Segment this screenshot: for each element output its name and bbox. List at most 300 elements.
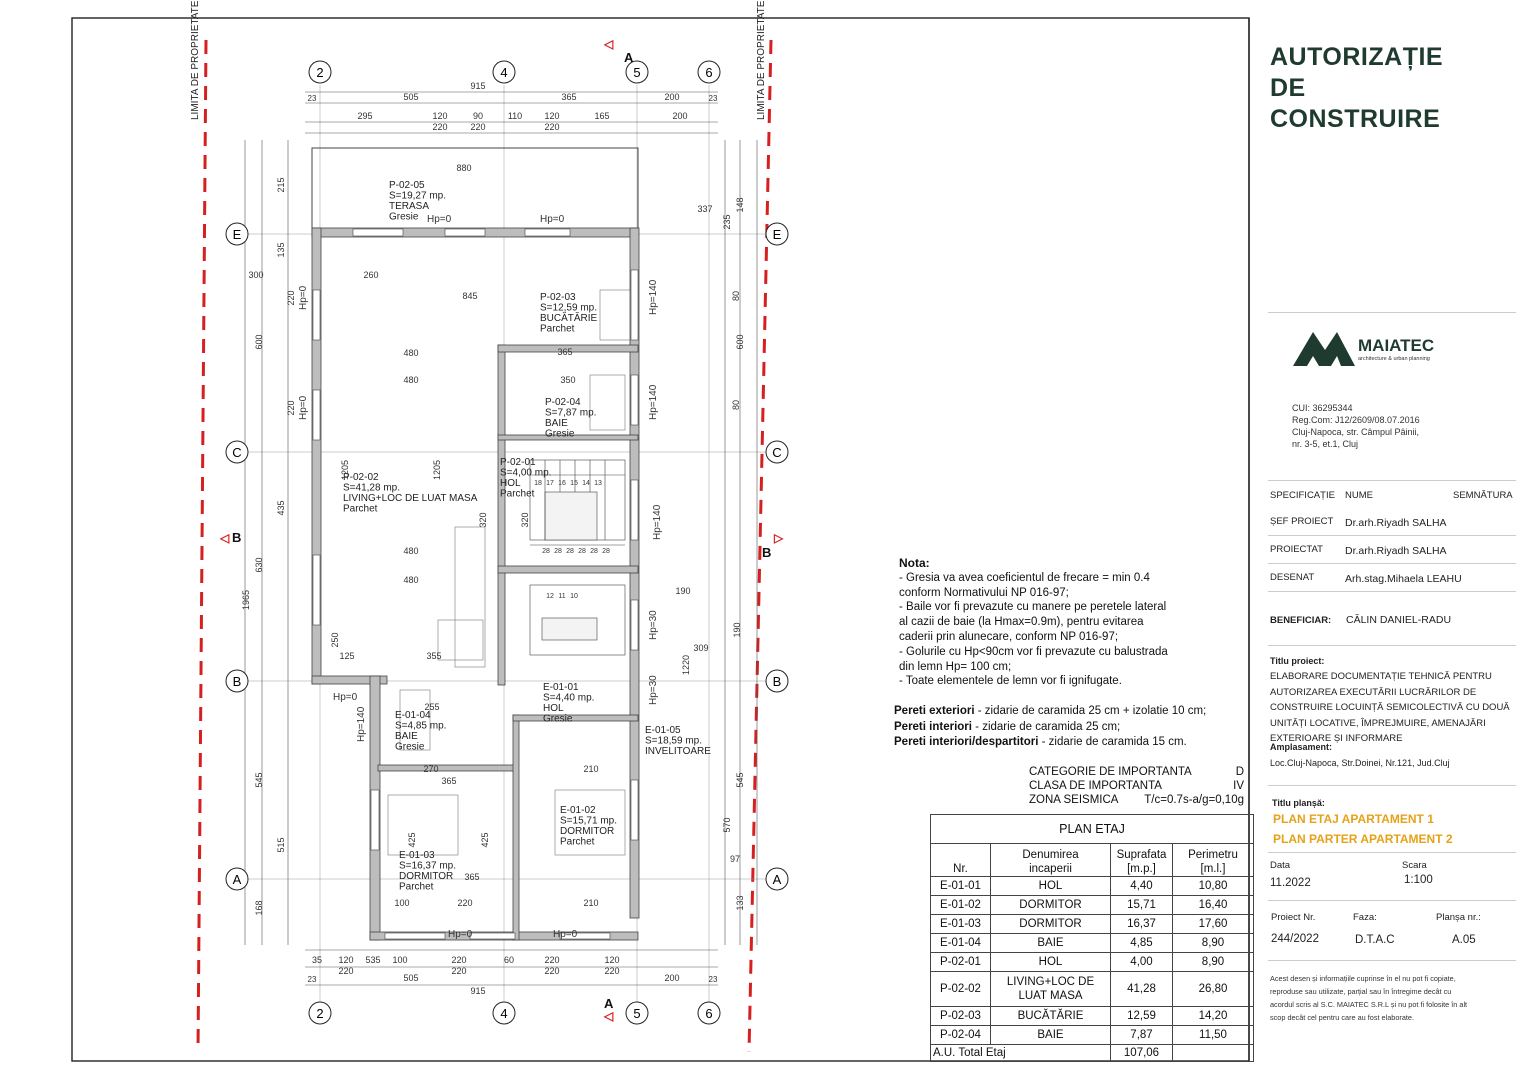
table-cell: BAIE [991,1026,1111,1045]
dim-interior: 480 [403,348,419,358]
sheet-no: A.05 [1452,934,1476,946]
date-label: Data [1270,860,1291,871]
dim-right: 570 [722,817,732,833]
table-cell: HOL [991,953,1111,972]
table-cell: 16,40 [1173,896,1254,915]
grid-bubble-4 [493,1002,515,1024]
table-cell: 7,87 [1111,1026,1173,1045]
dim-interior: 250 [330,632,340,648]
dim-right: 80 [731,399,741,411]
role-title: DESENAT [1270,572,1315,583]
dim-top: 295 [357,111,373,121]
room-label-E-01-01: E-01-01 [543,682,579,693]
property-limit-label-right: LIMITA DE PROPRIETATE [756,0,767,120]
dim-interior: 97 [729,854,741,864]
importance-block [1029,765,1244,807]
importance-row [1029,779,1244,793]
wall-note-type: Pereti interiori [894,720,972,733]
dim-interior: 1205 [432,459,442,481]
table-cell: 12,59 [1111,1007,1173,1026]
sheet-no-label: Planșa nr.: [1436,912,1481,923]
wall-note-type: Pereti exteriori [894,705,975,717]
table-row [931,934,1254,953]
stair-step-number: 11 [558,593,566,600]
dim-bottom: 220 [451,955,467,965]
wall-note-desc: - zidarie de caramida 15 cm. [1038,736,1187,748]
roles-header [1270,490,1515,501]
room-label-P-02-02: Parchet [343,503,378,515]
dim-right: 1220 [681,654,691,676]
dim-small: 23 [708,975,718,984]
disclaimer [1270,972,1467,1024]
dim-left: 220 [286,400,296,416]
dim-interior: 480 [403,546,419,556]
dim-interior: 337 [697,204,713,214]
dim-interior: 260 [363,270,379,280]
room-label-P-02-05: S=19,27 mp. [389,190,446,202]
dim-bottom: 60 [503,955,515,965]
maiatec-logo-icon [1293,326,1355,368]
grid-bubble-C [226,441,248,463]
svg-text:▷: ▷ [774,531,784,545]
room-label-P-02-05: Gresie [389,211,419,223]
room-label-E-01-01: S=4,40 mp. [543,692,595,704]
hp-label: Hp=140 [648,279,659,315]
company-info-line: CUI: 36295344 [1292,403,1353,413]
dim-right: 80 [731,290,741,302]
dim-left: 515 [276,837,286,853]
dim-left: 168 [254,900,264,916]
stair-step-number: 28 [542,548,550,555]
dim-left: 600 [254,334,264,350]
room-label-P-02-01: Parchet [500,488,535,500]
table-cell: P-02-03 [931,1007,991,1026]
table-row [931,1026,1254,1045]
table-cell: HOL [991,877,1111,896]
dim-bottom: 505 [403,973,419,983]
project-title-line: ELABORARE DOCUMENTAȚIE TEHNICĂ PENTRU [1270,671,1492,682]
location-label: Amplasament: [1270,742,1333,752]
location: Loc.Cluj-Napoca, Str.Doinei, Nr.121, Jud.Cluj [1270,758,1450,768]
table-row [931,896,1254,915]
roles-list [1268,508,1516,592]
grid-bubble-5 [626,1002,648,1024]
grid-bubble-E [226,223,248,245]
table-row [931,877,1254,896]
room-label-E-01-04: E-01-04 [395,710,431,721]
grid-label-4: 4 [500,65,508,80]
importance-label: CLASA DE IMPORTANTA [1029,780,1162,792]
dim-interior: 190 [675,586,691,596]
table-cell: 14,20 [1173,1007,1254,1026]
importance-row [1029,765,1244,779]
dim-left: 630 [254,557,264,573]
total-empty-cell [1173,1045,1254,1062]
role-title: PROIECTAT [1270,544,1323,555]
grid-label-B: B [232,674,242,689]
table-cell: 41,28 [1111,972,1173,1007]
room-label-E-01-02: DORMITOR [560,826,615,837]
note-line: - Golurile cu Hp<90cm vor fi prevazute cu balustrada [899,645,1168,658]
table-row [931,953,1254,972]
grid-label-6: 6 [705,65,713,80]
dim-bottom: 220 [544,955,560,965]
grid-bubble-2 [309,1002,331,1024]
note-line: conform Normativului NP 016-97; [899,586,1069,599]
dim-interior: 255 [424,702,440,712]
table-cell: E-01-02 [931,896,991,915]
table-cell: 4,00 [1111,953,1173,972]
dim-top-total: 915 [470,81,486,91]
dim-small: 23 [307,94,317,103]
company-name: MAIATEC [1358,336,1435,355]
dim-right: 148 [735,197,745,213]
col-spec: SPECIFICAȚIE [1270,490,1335,501]
grid-bubble-A [766,868,788,890]
table-cell: BAIE [991,934,1111,953]
room-label-P-02-02: P-02-02 [343,472,379,483]
hp-label: Hp=0 [448,929,473,940]
dim-interior: 350 [560,375,576,385]
stair-step-number: 14 [582,480,590,487]
table-cell: LIVING+LOC DE LUAT MASA [991,972,1111,1007]
company-info-line: nr. 3-5, et.1, Cluj [1292,439,1359,449]
stair-step-number: 12 [546,593,554,600]
room-label-P-02-05: P-02-05 [389,180,425,191]
section-b-right: B [762,545,772,560]
dim-right: 190 [732,622,742,638]
wall-notes [894,704,1206,751]
room-label-E-01-04: S=4,85 mp. [395,720,447,732]
room-label-E-01-02: S=15,71 mp. [560,815,617,827]
dim-interior: 320 [478,512,488,528]
project-no-label: Proiect Nr. [1271,912,1316,923]
note-line: - Gresia va avea coeficientul de frecare = min 0.4 [899,571,1150,584]
date-value: 11.2022 [1270,877,1311,889]
project-title [1270,669,1510,747]
hp-label: Hp=30 [648,610,659,640]
room-label-P-02-02: S=41,28 mp. [343,482,400,494]
hp-label: Hp=0 [427,214,452,225]
dim-interior: 435 [276,500,286,516]
dim-interior: 365 [441,776,457,786]
dim-interior: 425 [407,832,417,848]
role-row [1268,508,1516,536]
total-label: A.U. Total Etaj [931,1045,1111,1062]
dim-bottom: 120 [338,955,354,965]
grid-label-E: E [232,227,242,242]
stair-step-number: 28 [554,548,562,555]
role-row [1268,536,1516,564]
hp-label: Hp=30 [648,675,659,705]
dim-left: 1965 [241,589,251,611]
dim-interior: 309 [693,643,709,653]
table-cell: DORMITOR [991,896,1111,915]
grid-label-C: C [772,445,782,460]
grid-bubble-6 [698,61,720,83]
dim-top: 220 [432,122,448,132]
dim-interior: 845 [462,291,478,301]
dim-bottom: 220 [544,966,560,976]
role-name: Dr.arh.Riyadh SALHA [1345,517,1447,529]
table-cell: 11,50 [1173,1026,1254,1045]
permit-heading [1270,42,1443,135]
importance-label: ZONA SEISMICA [1029,794,1119,806]
hp-label: Hp=140 [648,384,659,420]
project-title-line: CONSTRUIRE LOCUINȚĂ SEMICOLECTIVĂ CU DOUĂ [1270,702,1510,713]
dim-interior: 425 [480,832,490,848]
grid-label-C: C [232,445,242,460]
stair-step-number: 28 [602,548,610,555]
room-label-E-01-03: S=16,37 mp. [399,860,456,872]
table-cell: 8,90 [1173,934,1254,953]
disclaimer-line: reproduse sau utilizate, parțial sau în întregime decât cu [1270,987,1452,996]
room-label-E-01-03: E-01-03 [399,850,435,861]
dim-top: 165 [594,111,610,121]
dim-bottom: 200 [664,973,680,983]
table-cell: P-02-01 [931,953,991,972]
dim-top: 120 [432,111,448,121]
dim-left: 215 [276,177,286,193]
dim-interior: 100 [394,898,410,908]
importance-value: T/c=0.7s-a/g=0,10g [1144,794,1244,806]
note-line: din lemn Hp= 100 cm; [899,660,1012,673]
room-label-E-01-01: HOL [543,703,564,714]
stair-step-number: 13 [594,480,602,487]
room-label-P-02-04: BAIE [545,418,568,429]
room-table [930,814,1254,1062]
hp-label: Hp=0 [333,692,358,703]
room-label-E-01-02: E-01-02 [560,805,596,816]
room-label-P-02-03: P-02-03 [540,292,576,303]
hp-label: Hp=0 [540,214,565,225]
role-row [1268,564,1516,592]
table-row [931,915,1254,934]
room-label-E-01-04: BAIE [395,731,418,742]
col-sign: SEMNĂTURA [1453,490,1513,501]
note-line: al cazii de baie (la Hmax=0.9m), pentru evitarea [899,616,1144,629]
dim-interior: 210 [583,898,599,908]
wall-note-type: Pereti interiori/despartitori [894,736,1039,748]
dim-top: 505 [403,92,419,102]
dim-interior: 270 [423,764,439,774]
stair-step-number: 28 [578,548,586,555]
grid-label-5: 5 [633,65,641,80]
section-b-left: B [232,530,242,545]
grid-bubble-6 [698,1002,720,1024]
dim-interior: 355 [426,651,442,661]
room-label-P-02-01: P-02-01 [500,457,536,468]
dim-interior: 365 [557,347,573,357]
dim-interior: 480 [403,375,419,385]
grid-label-5: 5 [633,1006,641,1021]
dim-top: 365 [561,92,577,102]
table-header: Suprafata [m.p.] [1111,844,1173,877]
room-label-P-02-05: TERASA [389,201,430,212]
room-label-E-01-05: INVELITOARE [645,746,711,757]
disclaimer-line: Acest desen și informațiile cuprinse în el nu pot fi copiate, [1270,974,1456,983]
grid-bubble-B [226,670,248,692]
company-tagline: architecture & urban planning [1358,356,1430,362]
dim-top: 220 [470,122,486,132]
room-label-E-01-01: Gresie [543,713,573,725]
svg-text:◁: ◁ [604,1009,614,1023]
grid-bubble-4 [493,61,515,83]
disclaimer-line: acordul scris al S.C. MAIATEC S.R.L și nu pot fi folosite în alt [1270,1000,1468,1009]
property-limit-label-left: LIMITA DE PROPRIETATE [190,0,201,120]
table-cell: DORMITOR [991,915,1111,934]
grid-label-2: 2 [316,65,324,80]
table-cell: 4,40 [1111,877,1173,896]
grid-bubble-E [766,223,788,245]
table-row [931,972,1254,1007]
table-title: PLAN ETAJ [931,815,1254,844]
table-cell: 8,90 [1173,953,1254,972]
project-title-line: AUTORIZAREA EXECUTĂRII LUCRĂRILOR DE [1270,686,1477,698]
table-cell: 16,37 [1111,915,1173,934]
dim-top: 110 [507,111,523,121]
note-line: - Toate elementele de lemn vor fi ignifugate. [899,675,1122,688]
room-label-E-01-02: Parchet [560,836,595,848]
table-header: Denumirea incaperii [991,844,1111,877]
dim-bottom: 220 [338,966,354,976]
grid-label-6: 6 [705,1006,713,1021]
dim-right: 600 [735,334,745,350]
room-schedule [930,814,1254,1062]
stair-step-number: 18 [534,480,542,487]
dim-bottom: 220 [451,966,467,976]
company-info-line: Reg.Com: J12/2609/08.07.2016 [1292,415,1420,425]
table-header: Perimetru [m.l.] [1173,844,1254,877]
wall-note [894,704,1206,720]
note-line: - Baile vor fi prevazute cu manere pe peretele lateral [899,601,1167,614]
dim-small: 23 [307,975,317,984]
importance-label: CATEGORIE DE IMPORTANTA [1029,766,1192,778]
dim-interior: 125 [339,651,355,661]
room-label-P-02-01: S=4,00 mp. [500,467,552,479]
grid-bubble-C [766,441,788,463]
stair-step-number: 17 [546,480,554,487]
dim-left: 135 [276,242,286,258]
table-cell: P-02-02 [931,972,991,1007]
room-label-P-02-04: Gresie [545,428,575,440]
grid-bubble-B [766,670,788,692]
dim-interior: 1205 [340,459,350,481]
wall-note [894,720,1206,736]
section-a-top: A [624,50,634,65]
beneficiary-label: BENEFICIAR: [1270,615,1332,626]
sheet-title-line: PLAN ETAJ APARTAMENT 1 [1273,812,1434,826]
dim-top: 220 [544,122,560,132]
role-name: Arh.stag.Mihaela LEAHU [1345,573,1462,585]
grid-bubble-A [226,868,248,890]
svg-text:◁: ◁ [604,37,614,51]
stair-step-number: 10 [570,593,578,600]
dim-right: 133 [735,895,745,911]
table-cell: 15,71 [1111,896,1173,915]
table-cell: 17,60 [1173,915,1254,934]
hp-label: Hp=0 [553,929,578,940]
stair-step-number: 15 [570,480,578,487]
notes-block [899,556,1168,689]
wall-note-desc: - zidarie de caramida 25 cm; [971,720,1121,733]
phase-value: D.T.A.C [1355,934,1395,946]
dim-interior: 300 [248,270,264,280]
table-header: Nr. [931,844,991,877]
property-limit-left [198,40,206,1052]
room-label-P-02-03: Parchet [540,323,575,335]
room-label-P-02-04: S=7,87 mp. [545,407,597,419]
room-label-P-02-04: P-02-04 [545,397,581,408]
hp-label: Hp=140 [652,504,663,540]
section-a-bottom: A [604,996,614,1011]
scale-label: Scara [1402,860,1427,871]
dim-top: 200 [672,111,688,121]
sheet-title [1273,809,1453,849]
hp-label: Hp=140 [356,706,367,742]
svg-text:◁: ◁ [220,531,230,545]
room-label-E-01-04: Gresie [395,741,425,753]
project-title-line: UNITĂȚI LOCATIVE, ÎMPREJMUIRE, AMENAJĂRI [1270,717,1486,729]
staircase [530,460,625,655]
dim-interior: 320 [520,512,530,528]
dim-bottom: 120 [604,955,620,965]
disclaimer-line: scop decât cel pentru care au fost elaborate. [1270,1013,1414,1022]
col-name: NUME [1345,490,1373,501]
table-cell: 10,80 [1173,877,1254,896]
grid-label-A: A [772,872,782,887]
project-no: 244/2022 [1271,933,1319,945]
room-label-P-02-01: HOL [500,478,521,489]
notes-heading: Nota: [899,556,930,570]
dim-interior: 880 [456,163,472,173]
dim-interior: 210 [583,764,599,774]
dim-small: 23 [708,94,718,103]
grid-label-4: 4 [500,1006,508,1021]
hp-label: Hp=0 [298,395,309,420]
heading-line: AUTORIZAȚIE [1270,43,1444,71]
terrace-outline [312,148,638,230]
dim-left: 220 [286,290,296,306]
table-cell: E-01-04 [931,934,991,953]
importance-value: D [1235,766,1244,778]
total-value: 107,06 [1111,1045,1173,1062]
dim-bottom: 100 [392,955,408,965]
beneficiary-name: CĂLIN DANIEL-RADU [1346,614,1452,626]
company-info-line: Cluj-Napoca, str. Câmpul Pâinii, [1292,427,1420,437]
wall-note-desc: - zidarie de caramida 25 cm + izolatie 10 cm; [974,705,1207,717]
room-label-E-01-05: S=18,59 mp. [645,735,702,747]
role-title: ȘEF PROIECT [1270,516,1334,527]
dim-interior: 480 [403,575,419,585]
project-title-label: Titlu proiect: [1270,656,1325,666]
grid-label-2: 2 [316,1006,324,1021]
note-line: caderii prin alunecare, conform NP 016-97; [899,630,1119,643]
dim-top: 200 [664,92,680,102]
grid-label-B: B [772,674,782,689]
table-cell: P-02-04 [931,1026,991,1045]
dim-bottom: 220 [604,966,620,976]
heading-line: DE [1270,74,1306,102]
dim-interior: 220 [457,898,473,908]
stair-step-number: 28 [566,548,574,555]
dim-right: 235 [722,214,732,230]
dim-interior: 365 [464,872,480,882]
room-label-E-01-03: DORMITOR [399,871,454,882]
dim-bottom: 535 [365,955,381,965]
grid-label-E: E [772,227,782,242]
hp-label: Hp=0 [298,285,309,310]
